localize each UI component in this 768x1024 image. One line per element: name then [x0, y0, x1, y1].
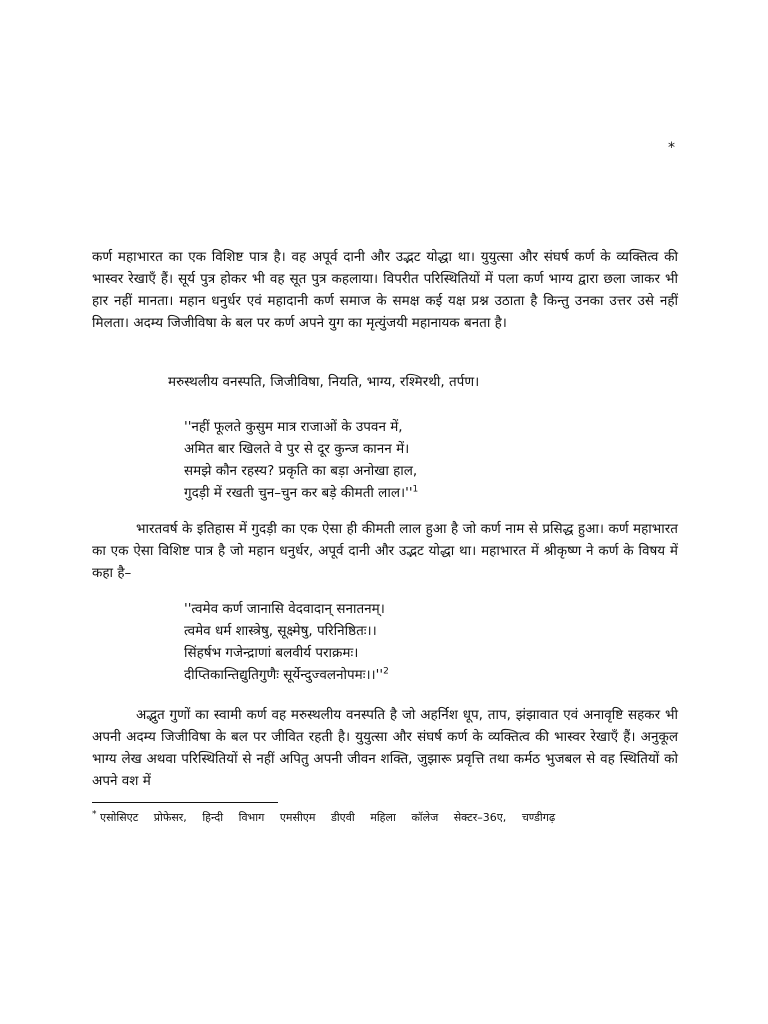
body-paragraph-1: भारतवर्ष के इतिहास में गुदड़ी का एक ऐसा ही कीमती लाल हुआ है जो कर्ण नाम से प्रसिद्ध हुआ। कर्ण महाभारत का एक ऐसा विशिष्ट पात्र है जो महान धनुर्धर, अपूर्व दानी और उद्भट योद्धा था। महाभारत में श्रीकृष्ण ने कर्ण के विषय में कहा है– — [92, 521, 678, 581]
footnote-divider — [92, 802, 278, 803]
verse2-line: त्वमेव धर्म शास्त्रेषु, सूक्ष्मेषु, परिनिष्ठितः।। — [184, 623, 377, 639]
verse1-line-last — [184, 482, 418, 504]
footnote-word: एमसीएम — [279, 811, 316, 824]
footnote-ref-2: 2 — [383, 666, 389, 677]
footnote-ref-1: 1 — [412, 484, 419, 495]
footnote-mark: * — [92, 809, 97, 820]
body-paragraph-2: अद्भुत गुणों का स्वामी कर्ण वह मरुस्थलीय वनस्पति है जो अहर्निश धूप, ताप, झंझावात एवं अनावृष्टि सहकर भी अपनी अदम्य जिजीविषा के बल पर जीवित रहती है। युयुत्सा और संघर्ष कर्ण के व्यक्तित्व की भास्वर रेखाएँ हैं। अनुकूल भाग्य लेख अथवा परिस्थितियों से नहीं अपितु अपनी जीवन शक्ति, जुझारू प्रवृत्ति तथा कर्मठ भुजबल से वह स्थितियों को अपने वश में — [92, 707, 678, 789]
footnote-word: सेक्टर–36ए, — [453, 811, 507, 824]
footnote-word: चण्डीगढ़ — [521, 811, 556, 824]
footnote-word: प्रोफेसर, — [153, 811, 187, 824]
footnote-word: कॉलेज — [411, 811, 439, 824]
verse2-line: ''त्वमेव कर्ण जानासि वेदवादान् सनातनम्। — [184, 601, 385, 617]
keywords-line: मरुस्थलीय वनस्पति, जिजीविषा, नियति, भाग्य, रश्मिरथी, तर्पण। — [168, 374, 480, 390]
verse2-line-last — [184, 664, 389, 686]
verse-quote-2 — [184, 598, 389, 686]
footnote-word: विभाग — [238, 811, 265, 824]
footnote-word: हिन्दी — [202, 811, 224, 824]
page-marker: * — [668, 140, 675, 156]
footnote-word: महिला — [370, 811, 396, 824]
footnote-word: डीएवी — [330, 811, 355, 824]
verse-quote-1 — [184, 416, 418, 504]
verse1-line: समझे कौन रहस्य? प्रकृति का बड़ा अनोखा हाल, — [184, 463, 418, 479]
verse1-line: अमित बार खिलते वे पुर से दूर कुन्ज कानन में। — [184, 441, 410, 457]
footnote — [92, 810, 678, 826]
verse2-line-text: दीप्तिकान्तिद्युतिगुणैः सूर्येन्दुज्वलनोपमः।।'' — [184, 667, 384, 683]
abstract-paragraph: कर्ण महाभारत का एक विशिष्ट पात्र है। वह अपूर्व दानी और उद्भट योद्धा था। युयुत्सा और संघर्ष कर्ण के व्यक्तित्व की भास्वर रेखाएँ हैं। सूर्य पुत्र होकर भी वह सूत पुत्र कहलाया। विपरीत परिस्थितियों में पला कर्ण भाग्य द्वारा छला जाकर भी हार नहीं मानता। महान धनुर्धर एवं महादानी कर्ण समाज के समक्ष कई यक्ष प्रश्न उठाता है किन्तु उनका उत्तर उसे नहीं मिलता। अदम्य जिजीविषा के बल पर कर्ण अपने युग का मृत्युंजयी महानायक बनता है। — [92, 249, 678, 331]
verse2-line: सिंहर्षभ गजेन्द्राणां बलवीर्य पराक्रमः। — [184, 645, 359, 661]
verse1-line: ''नहीं फूलते कुसुम मात्र राजाओं के उपवन में, — [184, 419, 403, 435]
footnote-word: एसोसिएट — [100, 811, 139, 824]
verse1-line-text: गुदड़ी में रखती चुन–चुन कर बड़े कीमती लाल।'' — [184, 485, 413, 501]
